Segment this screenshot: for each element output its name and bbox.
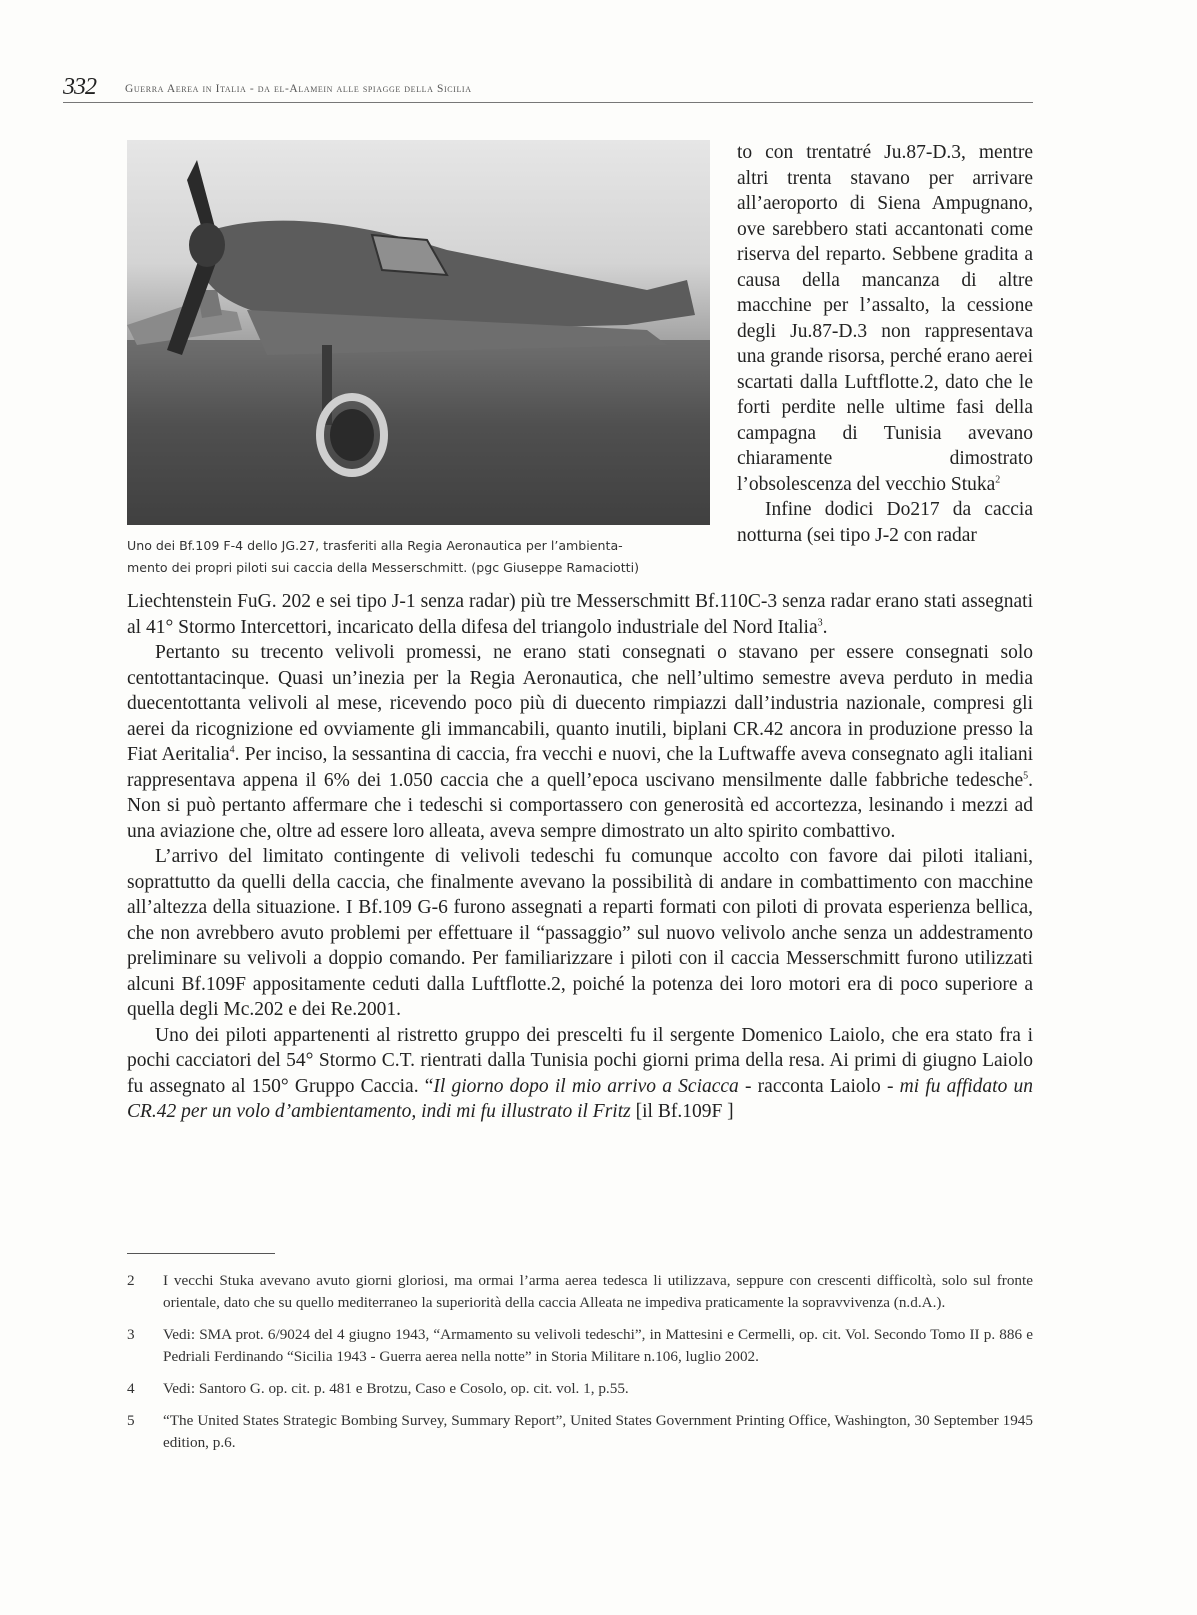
paragraph-text: to con trentatré Ju.87-D.3, mentre altri trenta stavano per arrivare all’aeroporto di Siena Ampugnano, ove sarebbero stati accantonati come riserva del reparto. Sebbene gradita a causa della mancanza di altre macchine per l’assalto, la cessione degli Ju.87-D.3 non rappresentava una grande risorsa, perché erano aerei scartati dalla Luftflotte.2, dato che le forti perdite nelle ultime fasi della campagna di Tunisia avevano chiaramente dimostrato l’obsolescenza del vecchio Stuka [737, 142, 1033, 495]
aircraft-illustration [127, 140, 710, 525]
caption-line: Uno dei Bf.109 F-4 dello JG.27, trasferiti alla Regia Aeronautica per l’ambienta- [127, 538, 623, 553]
paragraph-text: - racconta Laiolo - [738, 1075, 900, 1097]
footnote [127, 1410, 1033, 1454]
right-text-column [737, 140, 1033, 548]
footnote-divider [127, 1253, 275, 1254]
footnote-ref: 5 [1023, 770, 1029, 781]
paragraph-text: . Per inciso, la sessantina di caccia, fra vecchi e nuovi, che la Luftwaffe aveva consegnato agli italiani rappresentava appena il 6% dei 1.050 caccia che a quell’epoca uscivano mensilmente dalle fabbriche tedesche [127, 744, 1033, 791]
footnote [127, 1324, 1033, 1368]
caption-line: mento dei propri piloti sui caccia della Messerschmitt. (pgc Giuseppe Ramaciotti) [127, 560, 640, 575]
footnote-ref: 3 [817, 617, 823, 628]
footnote-text: “The United States Strategic Bombing Survey, Summary Report”, United States Government Printing Office, Washington, 30 September 1945 edition, p.6. [163, 1412, 1033, 1451]
paragraph [127, 640, 1033, 844]
paragraph: Infine dodici Do217 da caccia notturna (sei tipo J-2 con radar [737, 499, 1033, 546]
footnote-ref: 4 [229, 744, 235, 756]
photo-caption [127, 535, 717, 579]
aircraft-photo [127, 140, 710, 525]
footnote-text: I vecchi Stuka avevano avuto giorni gloriosi, ma ormai l’arma aerea tedesca li utilizzava, seppure con crescenti difficoltà, solo sul fronte orientale, dato che su quello mediterraneo la superiorità della caccia Alleata ne impediva praticamente la sopravvivenza (n.d.A.). [163, 1272, 1033, 1311]
paragraph [737, 140, 1033, 497]
page-header [63, 76, 1033, 103]
footnote-number: 4 [127, 1380, 135, 1397]
quote-italic: mi fu affidato un CR.42 per un volo d’ambientamento, indi mi fu illustrato il Fritz [127, 1075, 1034, 1122]
paragraph-text: [il Bf.109F ] [630, 1101, 734, 1122]
footnote-number: 2 [127, 1272, 135, 1289]
footnote [127, 1378, 1033, 1400]
footnote-number: 5 [127, 1412, 135, 1429]
paragraph-text: Uno dei piloti appartenenti al ristretto gruppo dei prescelti fu il sergente Domenico Laiolo, che era stato fra i pochi cacciatori del 54° Stormo C.T. rientrati dalla Tunisia pochi giorni prima della resa. Ai primi di giugno Laiolo fu assegnato al 150° Gruppo Caccia. “ [127, 1024, 1033, 1097]
paragraph-text: . Non si può pertanto affermare che i tedeschi si comportassero con generosità ed accortezza, lesinando i mezzi ad una aviazione che, oltre ad essere loro alleata, aveva sempre dimostrato un alto spirito combattivo. [127, 769, 1033, 842]
footnote-number: 3 [127, 1326, 135, 1343]
paragraph [127, 1023, 1033, 1125]
running-head: Guerra Aerea in Italia - da el-Alamein alle spiagge della Sicilia [125, 83, 472, 95]
quote-italic: Il giorno dopo il mio arrivo a Sciacca [433, 1075, 739, 1097]
main-text [127, 589, 1033, 1125]
footnote-ref: 2 [995, 474, 1001, 485]
footnote-text: Vedi: SMA prot. 6/9024 del 4 giugno 1943, “Armamento su velivoli tedeschi”, in Mattesini e Cermelli, op. cit. Vol. Secondo Tomo II p. 886 e Pedriali Ferdinando “Sicilia 1943 - Guerra aerea nella notte” in Storia Militare n.106, luglio 2002. [163, 1326, 1033, 1365]
paragraph-text: Pertanto su trecento velivoli promessi, ne erano stati consegnati o stavano per essere consegnati solo centottantacinque. Quasi un’inezia per la Regia Aeronautica, che nell’ultimo semestre aveva perduto in media duecentottanta velivoli al mese, ricevendo poco più di duecento rimpiazzi dall’industria nazionale, compresi gli aerei da ricognizione ed ovviamente gli immancabili, quanto inutili, biplani CR.42 ancora in produzione presso la Fiat Aeritalia [127, 642, 1033, 765]
footnote-text: Vedi: Santoro G. op. cit. p. 481 e Brotzu, Caso e Cosolo, op. cit. vol. 1, p.55. [163, 1380, 629, 1397]
paragraph [127, 589, 1033, 640]
paragraph: L’arrivo del limitato contingente di velivoli tedeschi fu comunque accolto con favore dai piloti italiani, soprattutto da quelli della caccia, che finalmente avevano la possibilità di andare in combattimento con macchine all’altezza della situazione. I Bf.109 G-6 furono assegnati a reparti formati con piloti di provata esperienza bellica, che non avrebbero avuto problemi per effettuare il “passaggio” sul nuovo velivolo anche senza un addestramento preliminare su velivoli a doppio comando. Per familiarizzare i piloti con il caccia Messerschmitt furono utilizzati alcuni Bf.109F appositamente ceduti dalla Luftflotte.2, poiché la potenza dei loro motori era di poco superiore a quella degli Mc.202 e dei Re.2001. [127, 846, 1033, 1020]
footnotes [127, 1270, 1033, 1464]
punctuation: . [822, 616, 828, 638]
paragraph-text: Liechtenstein FuG. 202 e sei tipo J-1 senza radar) più tre Messerschmitt Bf.110C-3 senza radar erano stati assegnati al 41° Stormo Intercettori, incaricato della difesa del triangolo industriale del Nord Italia [127, 591, 1033, 638]
footnote [127, 1270, 1033, 1314]
page-number: 332 [63, 74, 96, 100]
